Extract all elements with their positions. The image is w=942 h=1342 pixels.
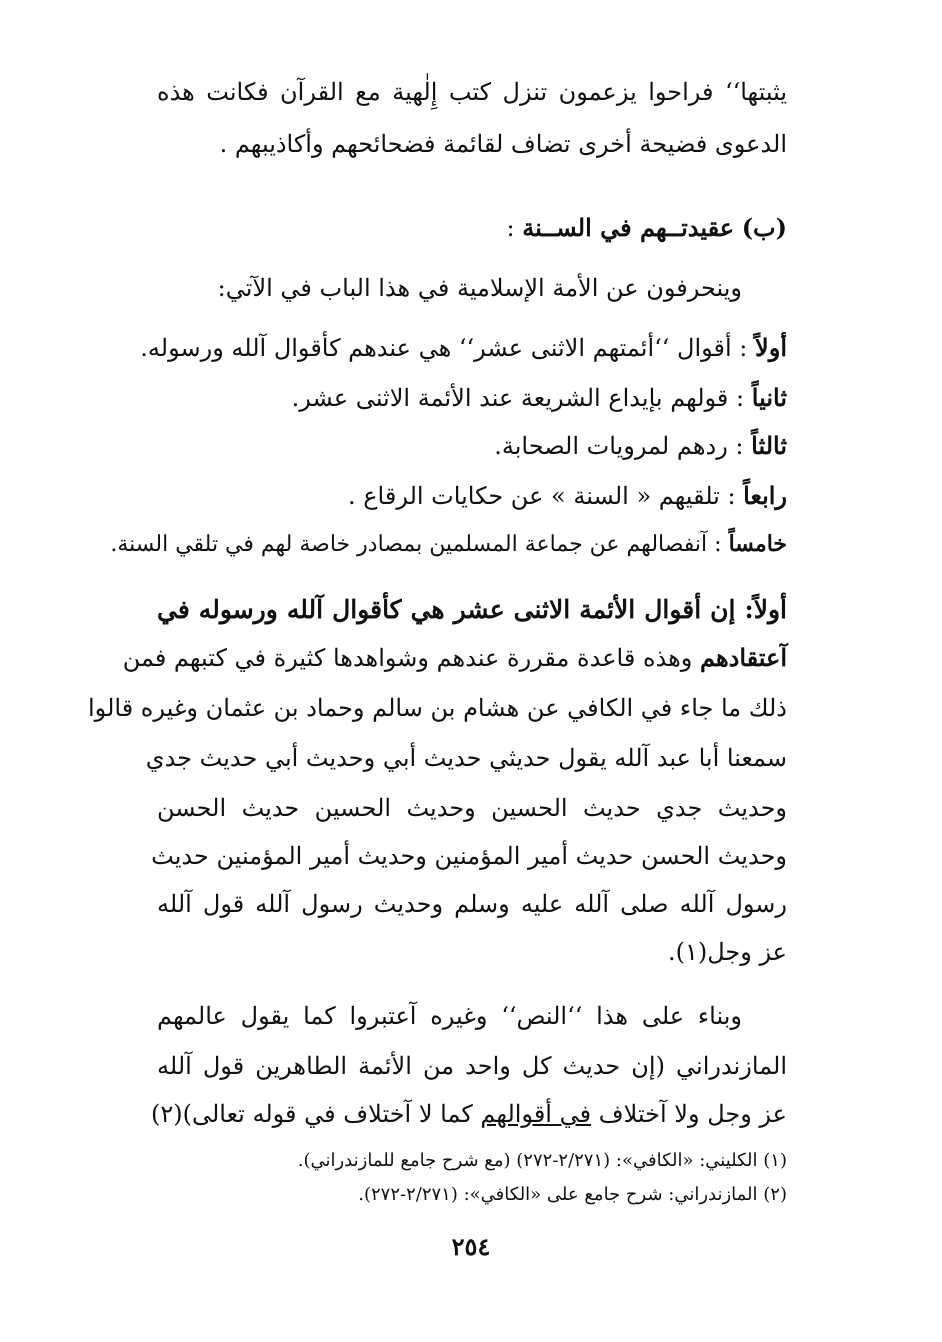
footnote-separator <box>157 1137 787 1138</box>
list-item-text: : ردهم لمرويات الصحابة. <box>494 432 744 460</box>
list-item-label: ثانياً <box>751 383 787 412</box>
section1-heading-line: أولاً: إن أقوال الأئمة الاثنى عشر هي كأقوال آلله ورسوله في <box>157 595 787 624</box>
underlined-phrase: في أقوالهم <box>480 1100 592 1128</box>
list-item-label: أولاً <box>755 333 787 362</box>
section1-heading-line2 <box>122 638 787 678</box>
body-line: ذلك ما جاء في الكافي عن هشام بن سالم وحماد بن عثمان وغيره قالوا <box>88 694 787 722</box>
list-item-label: ثالثاً <box>751 431 787 460</box>
body-line: وحديث الحسن حديث أمير المؤمنين وحديث أمير المؤمنين حديث <box>151 842 787 870</box>
body-line: عز وجل(١). <box>667 938 787 966</box>
list-item-label: رابعاً <box>743 481 787 510</box>
paragraph-line: المازندراني (إن حديث كل واحد من الأئمة الطاهرين قول آلله <box>157 1052 787 1080</box>
paragraph-line <box>150 1094 787 1134</box>
list-item <box>140 328 787 368</box>
paragraph-line: يثبتها‘‘ فراحوا يزعمون تنزل كتب إِلٰهية مع القرآن فكانت هذه <box>157 78 787 106</box>
footnote: (١) الكليني: «الكافي»: (٢/٢٧١-٢٧٢) (مع شرح جامع للمازندراني). <box>297 1150 787 1171</box>
page-number: ٢٥٤ <box>451 1232 491 1261</box>
intro-line: وينحرفون عن الأمة الإسلامية في هذا الباب في الآتي: <box>217 274 742 302</box>
list-item-text: : تلقيهم « السنة » عن حكايات الرقاع . <box>347 482 736 510</box>
section-heading-label: (ب) <box>741 213 787 242</box>
body-line: سمعنا أبا عبد آلله يقول حديثي حديث أبي وحديث أبي حديث جدي <box>145 744 787 772</box>
list-item-text: : أقوال ‘‘أئمتهم الاثنى عشر‘‘ هي عندهم كأقوال آلله ورسوله. <box>140 334 748 362</box>
body-line: وحديث جدي حديث الحسين وحديث الحسين حديث الحسن <box>157 794 787 822</box>
section1-heading-rest: وهذه قاعدة مقررة عندهم وشواهدها كثيرة في كتبهم فمن <box>122 644 693 672</box>
list-item-text: : قولهم بإيداع الشريعة عند الأئمة الاثنى عشر. <box>291 384 745 412</box>
list-item <box>157 378 787 418</box>
paragraph-text: عز وجل ولا آختلاف <box>598 1100 787 1128</box>
section-heading-suffix: : <box>506 214 515 242</box>
paragraph-text: كما لا آختلاف في قوله تعالى)(٢) <box>150 1100 473 1128</box>
list-item <box>110 524 787 565</box>
list-item <box>157 426 787 466</box>
footnote: (٢) المازندراني: شرح جامع على «الكافي»: (٢/٢٧١-٢٧٢). <box>358 1184 787 1205</box>
list-item-label: خامساً <box>728 531 787 557</box>
body-line: رسول آلله صلى آلله عليه وسلم وحديث رسول آلله قول آلله <box>157 890 787 918</box>
section1-heading-bold: آعتقادهم <box>700 643 787 672</box>
section-heading <box>157 208 787 248</box>
paragraph-line: الدعوى فضيحة أخرى تضاف لقائمة فضحائحهم وأكاذيبهم . <box>219 130 787 158</box>
section-heading-title: عقيدتــهم في الســنة <box>522 213 735 242</box>
paragraph-line: وبناء على هذا ‘‘النص‘‘ وغيره آعتبروا كما يقول عالمهم <box>157 1002 742 1030</box>
list-item <box>157 476 787 516</box>
list-item-text: : آنفصالهم عن جماعة المسلمين بمصادر خاصة لهم في تلقي السنة. <box>110 532 722 557</box>
